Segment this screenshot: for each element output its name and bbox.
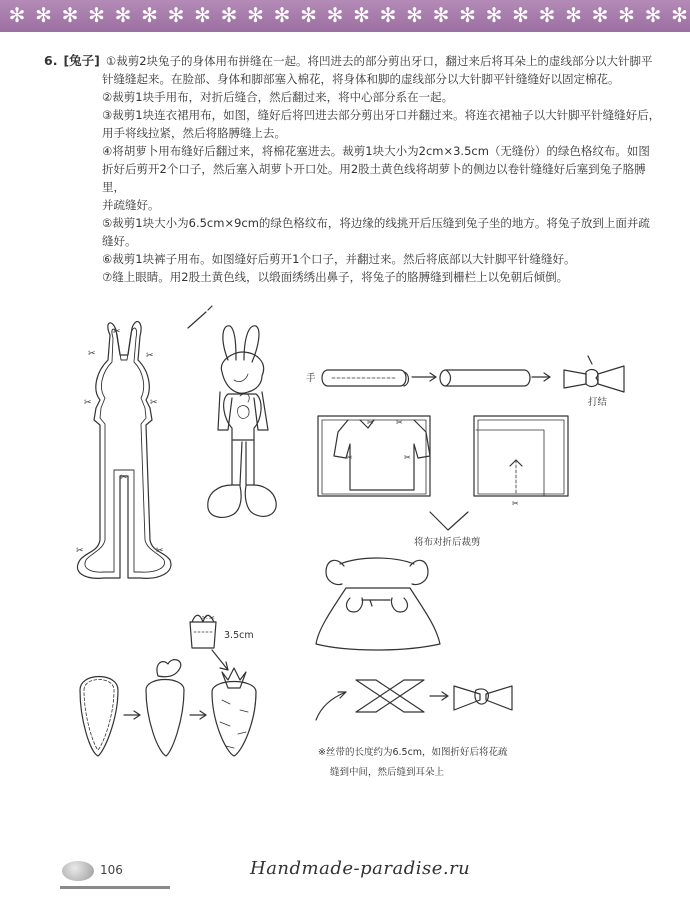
instruction-line: ①裁剪2块兔子的身体用布拼缝在一起。将凹进去的部分剪出牙口，翻过来后将耳朵上的虚线部分以大针脚平 xyxy=(105,54,653,68)
size-label: 3.5cm xyxy=(224,630,254,641)
border-flower-icon: ✻ xyxy=(247,3,264,27)
border-flower-icon: ✻ xyxy=(61,3,79,27)
svg-text:✂: ✂ xyxy=(367,418,374,427)
svg-text:✂: ✂ xyxy=(209,614,215,622)
tie-knot-label: 打结 xyxy=(588,397,608,408)
border-flower-icon: ✻ xyxy=(485,3,503,27)
border-flower-icon: ✻ xyxy=(459,3,476,27)
svg-text:✂: ✂ xyxy=(150,398,158,408)
section-number: 6. xyxy=(44,53,58,68)
instruction-line: 并疏缝好。 xyxy=(102,198,160,212)
svg-text:✂: ✂ xyxy=(404,453,411,462)
instruction-line: ⑦缝上眼睛。用2股土黄色线，以缎面绣绣出鼻子，将兔子的胳膊缝到栅栏上以免朝后倾倒。 xyxy=(102,270,569,284)
border-flower-icon: ✻ xyxy=(220,3,238,27)
instruction-line: ②裁剪1块手用布，对折后缝合，然后翻过来，将中心部分系在一起。 xyxy=(102,90,454,104)
border-flower-icon: ✻ xyxy=(167,3,185,27)
border-flower-icon: ✻ xyxy=(326,3,344,27)
border-flower-icon: ✻ xyxy=(88,3,105,27)
section-title: [兔子] xyxy=(63,53,100,68)
ribbon-bow-steps xyxy=(316,680,512,720)
stuffed-rabbit-drawing xyxy=(188,306,276,517)
svg-text:✂: ✂ xyxy=(76,546,84,556)
instruction-line: ④将胡萝卜用布缝好后翻过来，将棉花塞进去。裁剪1块大小为2cm×3.5cm（无缝份）的绿色格纹布。如图 xyxy=(102,144,650,158)
border-flower-icon: ✻ xyxy=(565,3,582,27)
border-flower-icon: ✻ xyxy=(591,3,609,27)
ribbon-note-line-1: ※丝带的长度约为6.5cm，如图折好后将花疏 xyxy=(318,747,508,758)
hand-tube-steps xyxy=(322,356,624,392)
instruction-line: 用手将线拉紧，然后将胳膊缝上去。 xyxy=(102,126,286,140)
svg-text:✂: ✂ xyxy=(120,473,128,483)
border-flower-icon: ✻ xyxy=(194,3,211,27)
border-flower-icon: ✻ xyxy=(353,3,370,27)
border-flower-icon: ✻ xyxy=(406,3,423,27)
svg-text:✂: ✂ xyxy=(84,398,92,408)
border-flower-icon: ✻ xyxy=(512,3,529,27)
border-flower-icon: ✻ xyxy=(35,3,52,27)
border-flower-icon: ✻ xyxy=(379,3,397,27)
dress-pattern-steps xyxy=(318,416,568,530)
instruction-line: 针缝缝起来。在脸部、身体和脚部塞入棉花，将身体和脚的虚线部分以大针脚平针缝缝好以固定棉花。 xyxy=(102,72,620,86)
finished-dress-drawing xyxy=(316,558,440,650)
border-flower-icon: ✻ xyxy=(618,3,635,27)
instruction-line: 缝好。 xyxy=(102,234,137,248)
svg-text:✂: ✂ xyxy=(146,351,154,361)
svg-text:✂: ✂ xyxy=(88,349,96,359)
border-flower-icon: ✻ xyxy=(114,3,132,27)
svg-text:✂: ✂ xyxy=(156,546,164,556)
instruction-line: ⑥裁剪1块裤子用布。如图缝好后剪开1个口子，并翻过来。然后将底部以大针脚平针缝缝好。 xyxy=(102,252,576,266)
instruction-line: 折好后剪开2个口子，然后塞入胡萝卜开口处。用2股土黄色线将胡萝卜的侧边以卷针缝缝好后塞到兔子胳膊里， xyxy=(102,162,646,194)
border-flower-icon: ✻ xyxy=(671,3,688,27)
svg-text:✂: ✂ xyxy=(512,499,519,508)
svg-text:✂: ✂ xyxy=(346,453,353,462)
border-flower-icon: ✻ xyxy=(432,3,450,27)
ribbon-note-line-2: 缝到中间，然后缝到耳朵上 xyxy=(330,767,445,778)
svg-text:✂: ✂ xyxy=(396,418,403,427)
page-badge-icon xyxy=(62,861,94,881)
border-flower-icon: ✻ xyxy=(273,3,291,27)
rabbit-pattern-inner xyxy=(85,328,165,572)
hand-label: 手 xyxy=(306,373,316,384)
instruction-line: ⑤裁剪1块大小为6.5cm×9cm的绿色格纹布，将边缘的线挑开后压缝到兔子坐的地方。将兔子放到上面并疏 xyxy=(102,216,650,230)
border-flower-icon: ✻ xyxy=(141,3,158,27)
svg-text:✂: ✂ xyxy=(113,327,121,337)
page-number: 106 xyxy=(100,863,123,877)
border-flower-icon: ✻ xyxy=(8,3,26,27)
watermark: Handmade-paradise.ru xyxy=(250,858,471,879)
svg-text:✂: ✂ xyxy=(202,614,208,622)
instruction-line: ③裁剪1块连衣裙用布，如图，缝好后将凹进去部分剪出牙口并翻过来。将连衣裙袖子以大针脚平针缝缝好后， xyxy=(102,108,661,122)
border-flower-icon: ✻ xyxy=(300,3,317,27)
fold-cut-label: 将布对折后裁剪 xyxy=(414,537,481,548)
border-flower-icon: ✻ xyxy=(538,3,556,27)
border-flower-icon: ✻ xyxy=(644,3,662,27)
